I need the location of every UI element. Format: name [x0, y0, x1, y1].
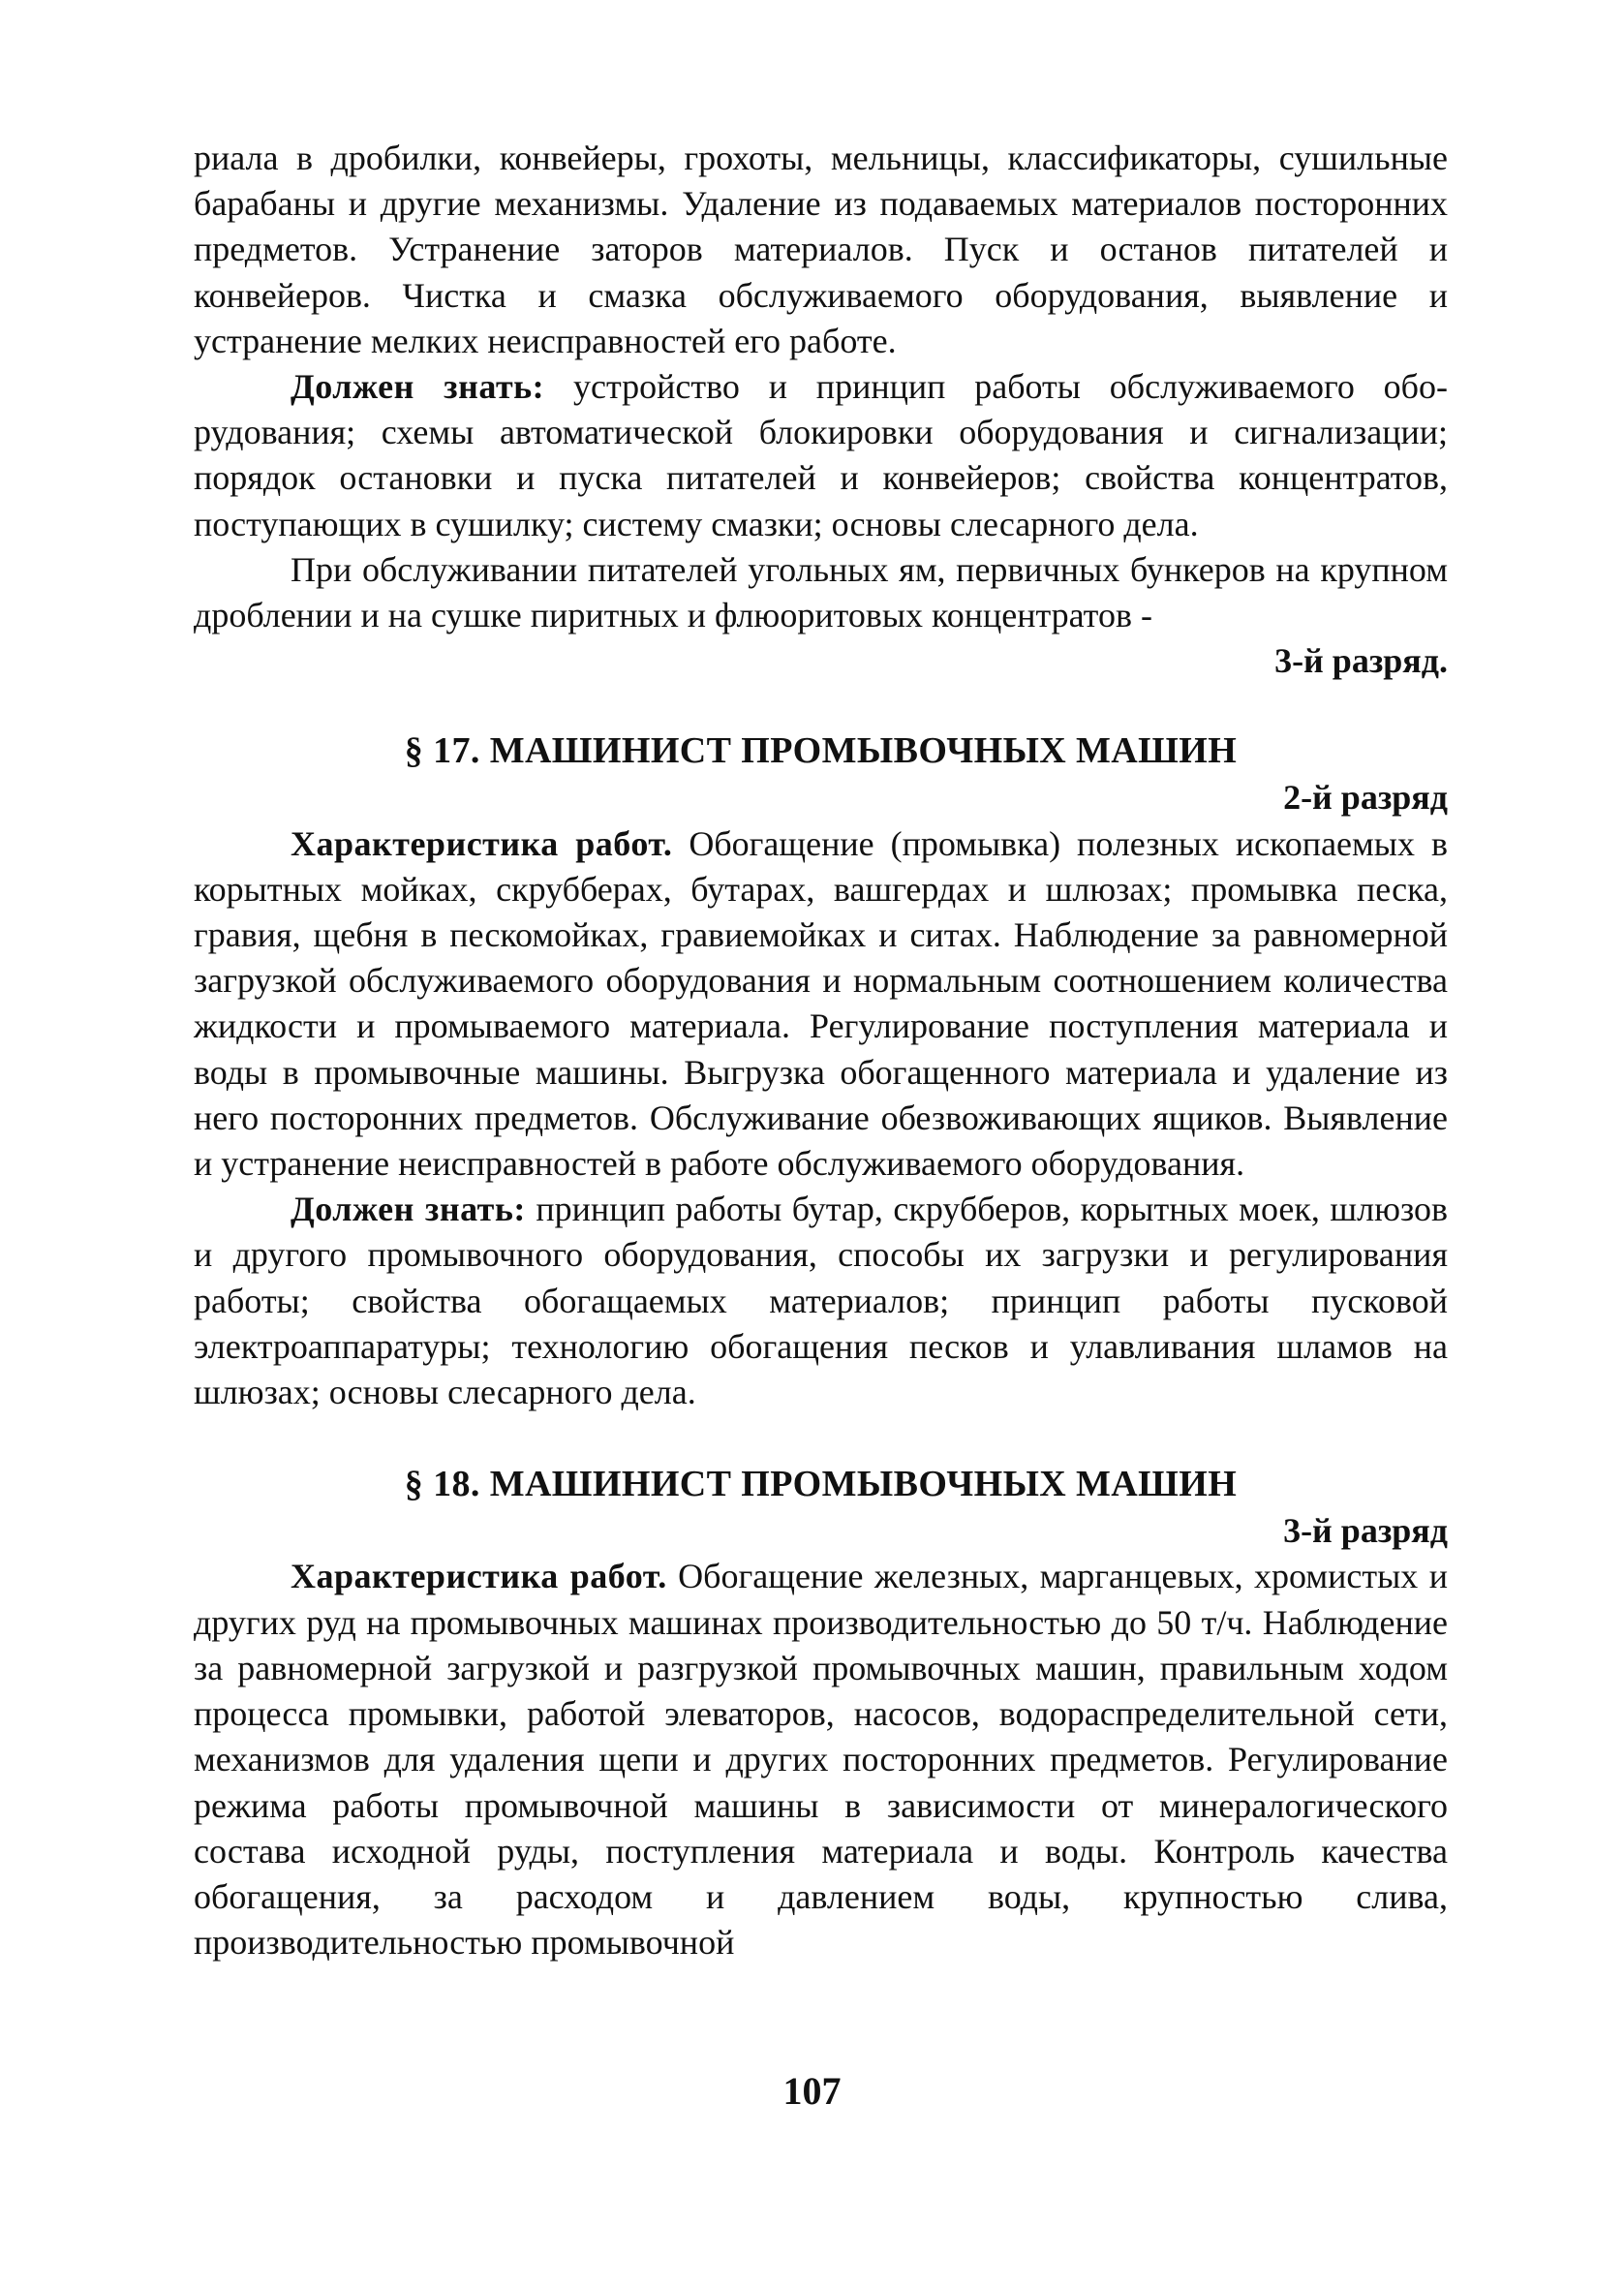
- paragraph-continued: риала в дробилки, конвейеры, грохоты, мельницы, классификаторы, сушильные барабаны и другие механизмы. Удаление из подаваемых материалов посторонних предметов. Устранение заторов материалов. Пуск и останов питателей и конвейеров. Чистка и смазка обслуживаемого оборудования, выявление и устранение мелких неисправностей его работе.: [194, 139, 1448, 360]
- work-characteristics-lead: Характеристика работ.: [291, 823, 673, 863]
- work-characteristics-paragraph: [194, 1554, 1448, 1965]
- must-know-text: принцип работы бутар, скрубберов, корытных моек, шлюзов и другого промывочного оборудования, способы их загрузки и регулирования работы; свойства обогащаемых материалов; принцип работы пусковой электроаппаратуры; технологию обогащения песков и улавливания шламов на шлюзах; основы слесарного дела.: [194, 1190, 1448, 1412]
- work-characteristics-paragraph: [194, 821, 1448, 1188]
- rank-label: 3-й разряд: [1283, 1511, 1448, 1551]
- must-know-text: устройство и принцип работы обслуживаемого оборудования; схемы автоматической блокировки оборудования и сигнализации; порядок остановки и пуска питателей и конвейеров; свойства концентратов, поступающих в сушилку; систему смазки; основы слесарного дела.: [194, 367, 1449, 543]
- work-characteristics-lead: Характеристика работ.: [291, 1557, 667, 1596]
- work-characteristics-text: Обогащение (промывка) полезных ископаемых в корытных мойках, скрубберах, бутарах, вашгердах и шлюзах; промывка песка, гравия, щебня в пескомойках, гравиемойках и ситах. Наблюдение за равномерной загрузкой обслуживаемого оборудования и нормальным соотношением количества жидкости и промываемого материала. Регулирование поступления материала и воды в промывочные машины. Выгрузка обогащенного материала и удаление из него посторонних предметов. Обслуживание обезвоживающих ящиков. Выявление и устранение неисправностей в работе обслуживаемого оборудования.: [194, 823, 1448, 1184]
- must-know-lead: Должен знать:: [291, 367, 545, 407]
- section-18: [194, 1460, 1448, 1965]
- must-know-lead: Должен знать:: [291, 1190, 526, 1229]
- section-17: [194, 727, 1448, 1415]
- section-title: § 17. МАШИНИСТ ПРОМЫВОЧНЫХ МАШИН: [404, 730, 1238, 772]
- rank-label: 2-й разряд: [1283, 778, 1448, 818]
- servicing-paragraph: При обслуживании питателей угольных ям, первичных бункеров на крупном дроблении и на сушке пиритных и флюоритовых концентратов -: [194, 549, 1448, 635]
- section-title: § 18. МАШИНИСТ ПРОМЫВОЧНЫХ МАШИН: [404, 1464, 1238, 1505]
- page-number: 107: [782, 2069, 842, 2113]
- rank-label: 3-й разряд.: [1274, 641, 1448, 681]
- must-know-paragraph: [194, 364, 1448, 547]
- must-know-paragraph: [194, 1187, 1448, 1415]
- work-characteristics-text: Обогащение железных, марганцевых, хромистых и других руд на промывочных машинах производительностью до 50 т/ч. Наблюдение за равномерной загрузкой и разгрузкой промывочных машин, правильным ходом процесса промывки, работой элеваторов, насосов, водораспределительной сети, механизмов для удаления щепи и других посторонних предметов. Регулирование режима работы промывочной машины в зависимости от минералогического состава исходной руды, поступления материала и воды. Контроль качества обогащения, за расходом и давлением воды, крупностью слива, производительностью промывочной: [194, 1557, 1448, 1963]
- section-16-continuation: [194, 136, 1448, 684]
- page-body: [194, 136, 1448, 1965]
